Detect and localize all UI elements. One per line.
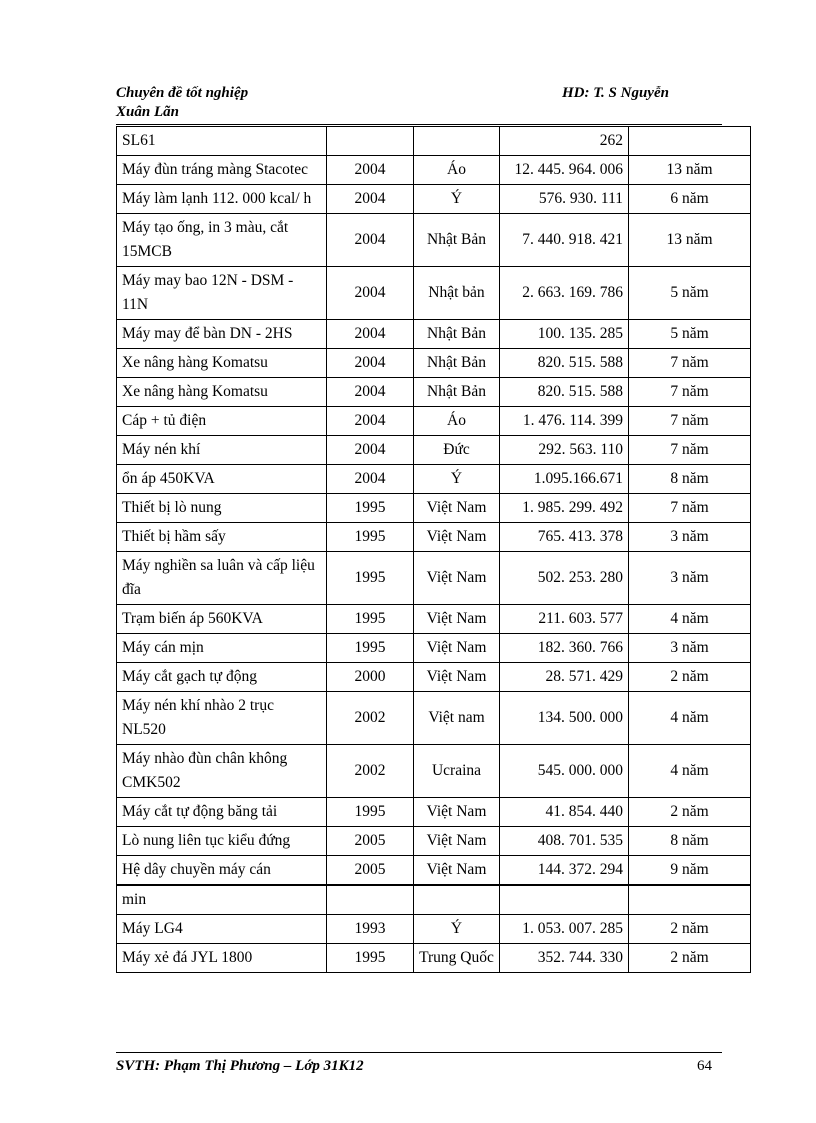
table-row — [117, 156, 751, 185]
cell-life: 3 năm — [629, 552, 751, 605]
cell-value — [500, 885, 629, 915]
cell-year: 2004 — [327, 267, 414, 320]
table-row — [117, 552, 751, 605]
cell-value: 7. 440. 918. 421 — [500, 214, 629, 267]
cell-year — [327, 127, 414, 156]
cell-value: 1.095.166.671 — [500, 465, 629, 494]
cell-value: 211. 603. 577 — [500, 605, 629, 634]
table-row — [117, 378, 751, 407]
cell-life: 7 năm — [629, 494, 751, 523]
cell-value: 100. 135. 285 — [500, 320, 629, 349]
cell-year: 2000 — [327, 663, 414, 692]
table-row — [117, 320, 751, 349]
page-footer — [116, 1052, 722, 1082]
cell-life: 8 năm — [629, 827, 751, 856]
cell-life: 9 năm — [629, 856, 751, 886]
table-row — [117, 465, 751, 494]
cell-value: 144. 372. 294 — [500, 856, 629, 886]
cell-name: Máy LG4 — [117, 915, 327, 944]
cell-origin: Nhật bản — [414, 267, 500, 320]
cell-year: 2002 — [327, 692, 414, 745]
cell-name: Máy xẻ đá JYL 1800 — [117, 944, 327, 973]
cell-origin: Áo — [414, 156, 500, 185]
cell-origin — [414, 127, 500, 156]
cell-name: Máy nén khí nhào 2 trục NL520 — [117, 692, 327, 745]
cell-name: Máy nén khí — [117, 436, 327, 465]
cell-origin: Đức — [414, 436, 500, 465]
cell-name: Máy cắt tự động băng tải — [117, 798, 327, 827]
cell-year: 2004 — [327, 185, 414, 214]
cell-name: Máy may bao 12N - DSM - 11N — [117, 267, 327, 320]
table-row — [117, 605, 751, 634]
cell-value: 1. 985. 299. 492 — [500, 494, 629, 523]
cell-year: 2004 — [327, 436, 414, 465]
cell-year: 2004 — [327, 214, 414, 267]
cell-name: Máy may để bàn DN - 2HS — [117, 320, 327, 349]
cell-life: 2 năm — [629, 663, 751, 692]
table-row — [117, 692, 751, 745]
cell-year: 1995 — [327, 944, 414, 973]
cell-name: Máy nhào đùn chân không CMK502 — [117, 745, 327, 798]
cell-life: 4 năm — [629, 605, 751, 634]
cell-origin: Nhật Bản — [414, 320, 500, 349]
cell-origin: Việt Nam — [414, 856, 500, 886]
cell-name: SL61 — [117, 127, 327, 156]
cell-name: Máy làm lạnh 112. 000 kcal/ h — [117, 185, 327, 214]
equipment-table — [116, 126, 751, 973]
cell-year: 2004 — [327, 156, 414, 185]
footer-rule — [116, 1052, 722, 1053]
cell-year: 2004 — [327, 320, 414, 349]
cell-origin — [414, 885, 500, 915]
table-row — [117, 523, 751, 552]
cell-origin: Việt Nam — [414, 552, 500, 605]
table-row — [117, 827, 751, 856]
cell-name: min — [117, 885, 327, 915]
page-number: 64 — [697, 1058, 712, 1074]
cell-value: 292. 563. 110 — [500, 436, 629, 465]
cell-year: 2005 — [327, 856, 414, 886]
cell-origin: Ý — [414, 915, 500, 944]
cell-year: 1995 — [327, 798, 414, 827]
cell-life: 7 năm — [629, 407, 751, 436]
table-row — [117, 944, 751, 973]
cell-name: Hệ dây chuyền máy cán — [117, 856, 327, 886]
cell-year: 1995 — [327, 552, 414, 605]
cell-life: 3 năm — [629, 523, 751, 552]
cell-life: 13 năm — [629, 214, 751, 267]
footer-student: SVTH: Phạm Thị Phương – Lớp 31K12 — [116, 1058, 364, 1074]
cell-life: 5 năm — [629, 267, 751, 320]
cell-life — [629, 885, 751, 915]
cell-name: Lò nung liên tục kiểu đứng — [117, 827, 327, 856]
cell-name: Máy cán mịn — [117, 634, 327, 663]
cell-name: Thiết bị lò nung — [117, 494, 327, 523]
cell-value: 820. 515. 588 — [500, 349, 629, 378]
cell-value: 262 — [500, 127, 629, 156]
cell-year: 2004 — [327, 407, 414, 436]
cell-origin: Nhật Bản — [414, 378, 500, 407]
table-row — [117, 407, 751, 436]
table-row — [117, 127, 751, 156]
cell-name: Thiết bị hầm sấy — [117, 523, 327, 552]
cell-year: 1995 — [327, 634, 414, 663]
cell-name: Xe nâng hàng Komatsu — [117, 378, 327, 407]
table-row — [117, 436, 751, 465]
table-row — [117, 349, 751, 378]
cell-value: 12. 445. 964. 006 — [500, 156, 629, 185]
cell-origin: Ý — [414, 185, 500, 214]
cell-year: 1995 — [327, 523, 414, 552]
table-row — [117, 494, 751, 523]
header-advisor: HD: T. S Nguyễn — [562, 85, 669, 101]
cell-value: 408. 701. 535 — [500, 827, 629, 856]
cell-life: 3 năm — [629, 634, 751, 663]
cell-year: 2005 — [327, 827, 414, 856]
cell-value: 576. 930. 111 — [500, 185, 629, 214]
cell-value: 41. 854. 440 — [500, 798, 629, 827]
cell-year: 2004 — [327, 465, 414, 494]
cell-life: 7 năm — [629, 349, 751, 378]
cell-origin: Việt Nam — [414, 798, 500, 827]
cell-life: 4 năm — [629, 745, 751, 798]
cell-origin: Việt Nam — [414, 605, 500, 634]
cell-origin: Việt Nam — [414, 523, 500, 552]
cell-name: Máy cắt gạch tự động — [117, 663, 327, 692]
cell-origin: Trung Quốc — [414, 944, 500, 973]
cell-year: 1995 — [327, 494, 414, 523]
table-row — [117, 745, 751, 798]
cell-value: 1. 053. 007. 285 — [500, 915, 629, 944]
page-header — [116, 84, 722, 124]
cell-value: 545. 000. 000 — [500, 745, 629, 798]
table-row — [117, 885, 751, 915]
table-row — [117, 798, 751, 827]
cell-origin: Việt Nam — [414, 494, 500, 523]
cell-value: 2. 663. 169. 786 — [500, 267, 629, 320]
cell-life: 7 năm — [629, 436, 751, 465]
cell-year: 1995 — [327, 605, 414, 634]
cell-name: Máy đùn tráng màng Stacotec — [117, 156, 327, 185]
table-row — [117, 185, 751, 214]
header-rule — [116, 124, 722, 125]
cell-name: ổn áp 450KVA — [117, 465, 327, 494]
cell-value: 28. 571. 429 — [500, 663, 629, 692]
cell-life: 5 năm — [629, 320, 751, 349]
header-title: Chuyên đề tốt nghiệp — [116, 85, 249, 101]
cell-life: 6 năm — [629, 185, 751, 214]
cell-life: 2 năm — [629, 915, 751, 944]
cell-life: 7 năm — [629, 378, 751, 407]
cell-value: 502. 253. 280 — [500, 552, 629, 605]
cell-life: 8 năm — [629, 465, 751, 494]
table-row — [117, 214, 751, 267]
table-row — [117, 267, 751, 320]
table-row — [117, 856, 751, 886]
cell-value: 1. 476. 114. 399 — [500, 407, 629, 436]
table-row — [117, 634, 751, 663]
cell-origin: Việt Nam — [414, 634, 500, 663]
cell-origin: Nhật Bản — [414, 349, 500, 378]
header-author-continued: Xuân Lãn — [116, 104, 179, 120]
cell-life: 2 năm — [629, 798, 751, 827]
equipment-table-wrap — [116, 126, 750, 973]
cell-year: 2002 — [327, 745, 414, 798]
cell-year: 1993 — [327, 915, 414, 944]
table-row — [117, 663, 751, 692]
cell-life: 2 năm — [629, 944, 751, 973]
cell-name: Máy tạo ống, in 3 màu, cắt 15MCB — [117, 214, 327, 267]
cell-origin: Áo — [414, 407, 500, 436]
cell-name: Xe nâng hàng Komatsu — [117, 349, 327, 378]
cell-life: 4 năm — [629, 692, 751, 745]
cell-name: Cáp + tủ điện — [117, 407, 327, 436]
cell-value: 820. 515. 588 — [500, 378, 629, 407]
cell-year: 2004 — [327, 349, 414, 378]
cell-life — [629, 127, 751, 156]
cell-origin: Việt Nam — [414, 827, 500, 856]
cell-name: Trạm biến áp 560KVA — [117, 605, 327, 634]
cell-origin: Ý — [414, 465, 500, 494]
cell-value: 352. 744. 330 — [500, 944, 629, 973]
cell-origin: Nhật Bản — [414, 214, 500, 267]
cell-year: 2004 — [327, 378, 414, 407]
header-left — [116, 84, 248, 122]
cell-name: Máy nghiền sa luân và cấp liệu đĩa — [117, 552, 327, 605]
cell-life: 13 năm — [629, 156, 751, 185]
cell-value: 134. 500. 000 — [500, 692, 629, 745]
cell-year — [327, 885, 414, 915]
cell-value: 765. 413. 378 — [500, 523, 629, 552]
equipment-table-body — [117, 127, 751, 973]
table-row — [117, 915, 751, 944]
cell-origin: Ucraina — [414, 745, 500, 798]
cell-value: 182. 360. 766 — [500, 634, 629, 663]
cell-origin: Việt nam — [414, 692, 500, 745]
cell-origin: Việt Nam — [414, 663, 500, 692]
